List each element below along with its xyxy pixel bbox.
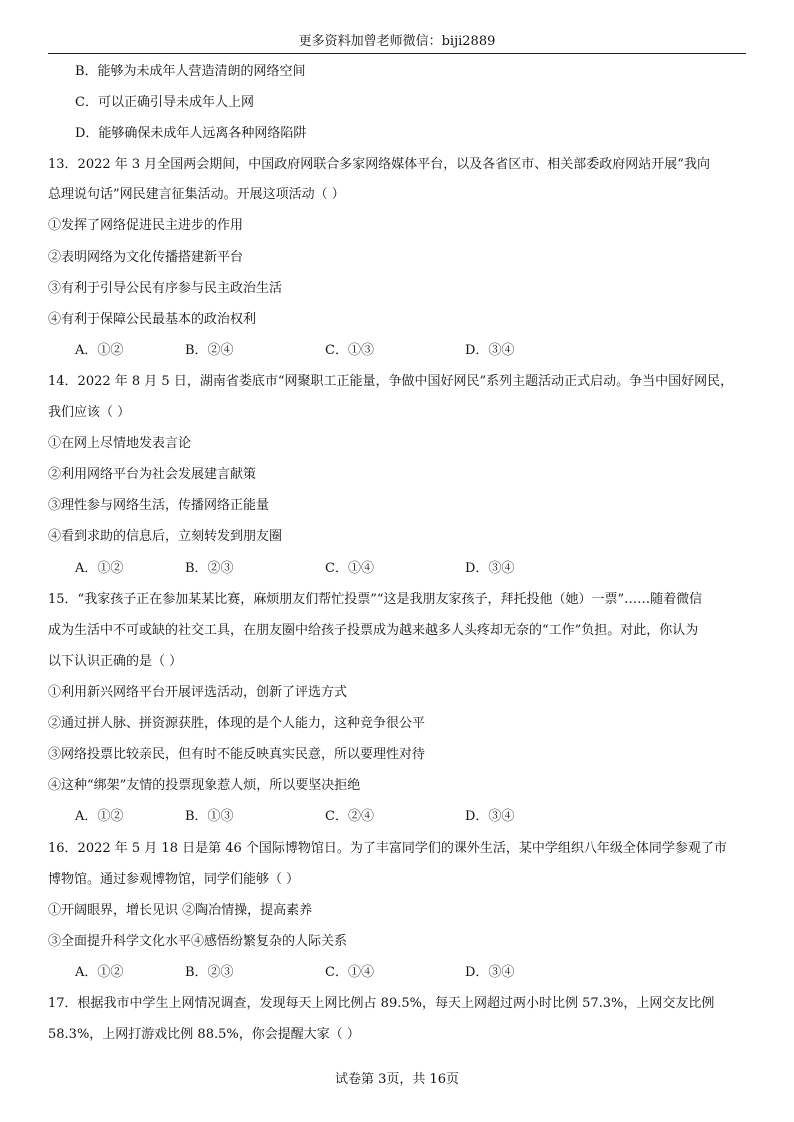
q16-statement: ③全面提升科学文化水平④感悟纷繁复杂的人际关系	[48, 934, 348, 949]
page-header: 更多资料加曾老师微信：biji2889	[298, 34, 496, 49]
q13-option-d: D．③④	[465, 343, 515, 358]
q15-option-a: A．①②	[75, 809, 124, 824]
q13-options	[75, 341, 745, 361]
q15-statement: ②通过拼人脉、拼资源获胜，体现的是个人能力，这种竞争很公平	[48, 716, 426, 731]
q13-stem-line1: 13．2022 年 3 月全国两会期间，中国政府网联合多家网络媒体平台，以及各省区市、相关部委政府网站开展“我向	[48, 157, 710, 172]
q14-statement: ①在网上尽情地发表言论	[48, 436, 192, 451]
q15-statement: ①利用新兴网络平台开展评选活动，创新了评选方式	[48, 685, 348, 700]
q14-option-b: B．②③	[185, 561, 234, 576]
q14-statement: ②利用网络平台为社会发展建言献策	[48, 467, 257, 482]
q12-option-b: B．能够为未成年人营造清朗的网络空间	[75, 64, 306, 79]
q16-options	[75, 963, 745, 983]
q17-stem-line1: 17．根据我市中学生上网情况调查，发现每天上网比例占 89.5%，每天上网超过两小时比例 57.3%，上网交友比例	[48, 996, 715, 1011]
q13-statement: ②表明网络为文化传播搭建新平台	[48, 250, 244, 265]
q14-stem-line1: 14．2022 年 8 月 5 日，湖南省娄底市“网聚职工正能量，争做中国好网民”系列主题活动正式启动。争当中国好网民，	[48, 374, 734, 389]
q14-option-d: D．③④	[465, 561, 515, 576]
q15-option-c: C．②④	[325, 809, 374, 824]
q16-option-c: C．①④	[325, 965, 374, 980]
q13-statement: ①发挥了网络促进民主进步的作用	[48, 218, 244, 233]
q13-option-b: B．②④	[185, 343, 234, 358]
q14-statement: ③理性参与网络生活，传播网络正能量	[48, 498, 270, 513]
q15-stem-line2: 成为生活中不可或缺的社交工具，在朋友圈中给孩子投票成为越来越多人头疼却无奈的“工作”负担。对此，你认为	[48, 623, 699, 638]
q17-stem-line2: 58.3%，上网打游戏比例 88.5%，你会提醒大家（ ）	[48, 1027, 360, 1042]
q15-stem-line1: 15．“我家孩子正在参加某某比赛，麻烦朋友们帮忙投票”“这是我朋友家孩子，拜托投他（她）一票”……随着微信	[48, 592, 703, 607]
q14-option-c: C．①④	[325, 561, 374, 576]
q16-option-d: D．③④	[465, 965, 515, 980]
q12-option-c: C．可以正确引导未成年人上网	[75, 95, 254, 110]
page-footer: 试卷第 3页，共 16页	[334, 1072, 460, 1087]
q14-stem-line2: 我们应该（ ）	[48, 405, 131, 420]
q15-option-d: D．③④	[465, 809, 515, 824]
q13-option-c: C．①③	[325, 343, 374, 358]
q15-statement: ③网络投票比较亲民，但有时不能反映真实民意，所以要理性对待	[48, 747, 426, 762]
q16-statement: ①开阔眼界，增长见识 ②陶冶情操，提高素养	[48, 903, 313, 918]
q13-option-a: A．①②	[75, 343, 124, 358]
q12-option-d: D．能够确保未成年人远离各种网络陷阱	[75, 126, 307, 141]
q16-option-a: A．①②	[75, 965, 124, 980]
q16-option-b: B．②③	[185, 965, 234, 980]
q14-option-a: A．①②	[75, 561, 124, 576]
q15-options	[75, 807, 745, 827]
q13-statement: ④有利于保障公民最基本的政治权利	[48, 312, 257, 327]
q14-statement: ④看到求助的信息后，立刻转发到朋友圈	[48, 529, 283, 544]
q13-stem-line2: 总理说句话”网民建言征集活动。开展这项活动（ ）	[48, 187, 345, 202]
q14-options	[75, 559, 745, 579]
q15-statement: ④这种“绑架”友情的投票现象惹人烦，所以要坚决拒绝	[48, 778, 361, 793]
q16-stem-line1: 16．2022 年 5 月 18 日是第 46 个国际博物馆日。为了丰富同学们的课外生活，某中学组织八年级全体同学参观了市	[48, 841, 727, 856]
q16-stem-line2: 博物馆。通过参观博物馆，同学们能够（ ）	[48, 872, 300, 887]
q15-stem-line3: 以下认识正确的是（ ）	[48, 654, 183, 669]
q13-statement: ③有利于引导公民有序参与民主政治生活	[48, 281, 283, 296]
q15-option-b: B．①③	[185, 809, 234, 824]
header-divider	[48, 53, 746, 54]
